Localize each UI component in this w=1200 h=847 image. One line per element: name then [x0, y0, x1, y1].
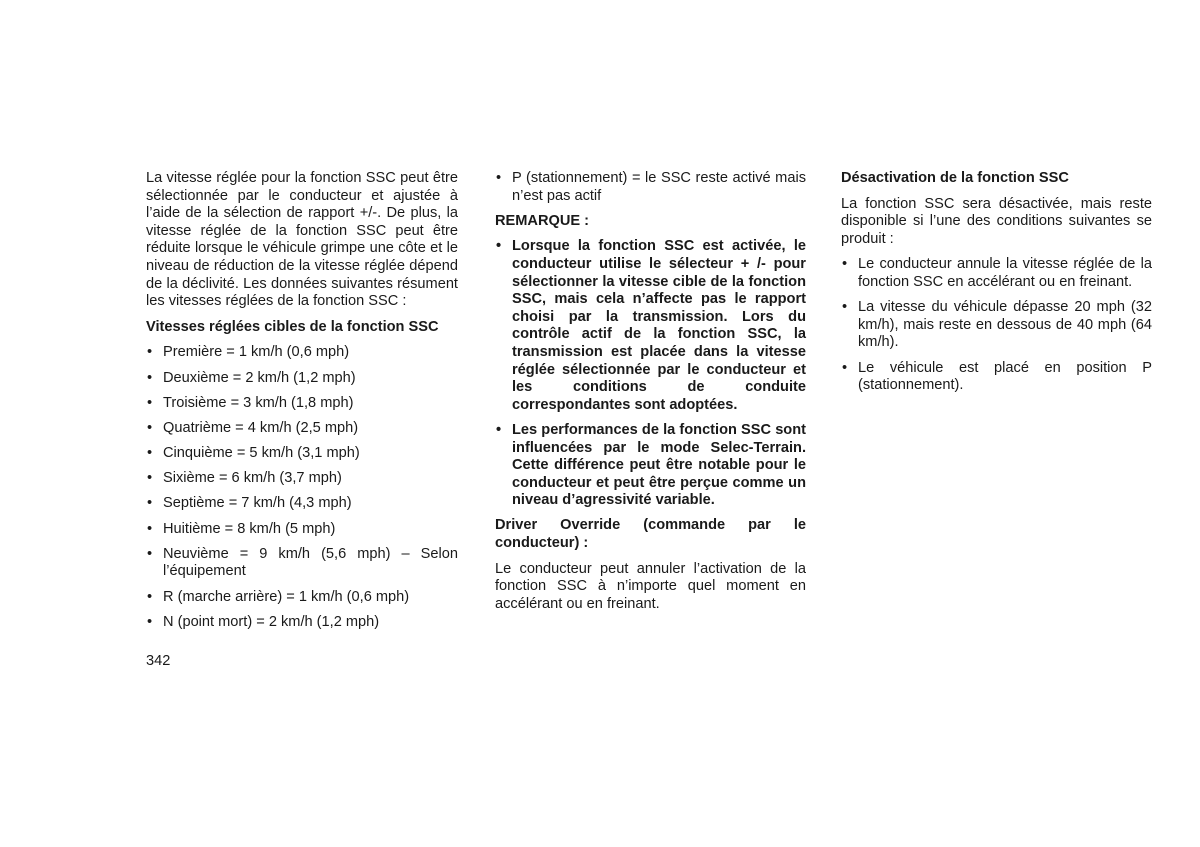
list-item: • P (stationnement) = le SSC reste activé mais n’est pas actif	[495, 170, 806, 205]
page-number: 342	[146, 653, 171, 669]
deactivation-heading: Désactivation de la fonction SSC	[841, 170, 1069, 186]
driver-override-paragraph: Le conducteur peut annuler l’activation de la fonction SSC à n’importe quel moment en accélérant ou en freinant.	[495, 560, 806, 612]
driver-override-heading: Driver Override (commande par le conducteur) :	[495, 517, 806, 552]
park-list	[495, 170, 806, 205]
target-speeds-list	[146, 344, 458, 631]
list-item: • Les performances de la fonction SSC sont influencées par le mode Selec-Terrain. Cette différence peut être notable pour le conducteur et peut être perçue comme un niveau d’agressivité variable.	[495, 422, 806, 510]
list-item: • Deuxième = 2 km/h (1,2 mph)	[146, 370, 458, 388]
list-item: • Cinquième = 5 km/h (3,1 mph)	[146, 445, 458, 463]
remark-heading: REMARQUE :	[495, 212, 590, 229]
column-left	[146, 170, 458, 639]
list-item: • Le conducteur annule la vitesse réglée de la fonction SSC en accélérant ou en freinant.	[841, 256, 1152, 291]
list-item: • Septième = 7 km/h (4,3 mph)	[146, 495, 458, 513]
deactivation-conditions-list	[841, 256, 1152, 394]
list-item: • N (point mort) = 2 km/h (1,2 mph)	[146, 614, 458, 632]
ssc-intro-paragraph: La vitesse réglée pour la fonction SSC peut être sélectionnée par le conducteur et ajustée à l’aide de la sélection de rapport +/-. De plus, la vitesse réglée de la fonction SSC peut être réduite lorsque le véhicule grimpe une côte et le niveau de réduction de la vitesse réglée dépend de la déclivité. Les données suivantes résument les vitesses réglées de la fonction SSC :	[146, 170, 458, 310]
list-item: • Première = 1 km/h (0,6 mph)	[146, 344, 458, 362]
list-item: • Quatrième = 4 km/h (2,5 mph)	[146, 420, 458, 438]
list-item: • Huitième = 8 km/h (5 mph)	[146, 521, 458, 539]
target-speeds-heading: Vitesses réglées cibles de la fonction SSC	[146, 318, 439, 335]
remark-list	[495, 238, 806, 510]
list-item: • Lorsque la fonction SSC est activée, le conducteur utilise le sélecteur + /- pour sélectionner la vitesse cible de la fonction SSC, mais cela n’affecte pas le rapport choisi par la transmission. Lors du contrôle actif de la fonction SSC, la transmission est placée dans la vitesse réglée sélectionnée par le conducteur et les conditions de conduite correspondantes sont adoptées.	[495, 238, 806, 414]
deactivation-intro-paragraph: La fonction SSC sera désactivée, mais reste disponible si l’une des conditions suivantes se produit :	[841, 195, 1152, 247]
list-item: • Le véhicule est placé en position P (stationnement).	[841, 360, 1152, 395]
list-item: • La vitesse du véhicule dépasse 20 mph (32 km/h), mais reste en dessous de 40 mph (64 km/h).	[841, 299, 1152, 352]
list-item: • Neuvième = 9 km/h (5,6 mph) – Selon l’équipement	[146, 546, 458, 581]
list-item: • Troisième = 3 km/h (1,8 mph)	[146, 395, 458, 413]
column-middle	[495, 170, 806, 621]
list-item: • R (marche arrière) = 1 km/h (0,6 mph)	[146, 589, 458, 607]
column-right	[841, 170, 1152, 402]
list-item: • Sixième = 6 km/h (3,7 mph)	[146, 470, 458, 488]
